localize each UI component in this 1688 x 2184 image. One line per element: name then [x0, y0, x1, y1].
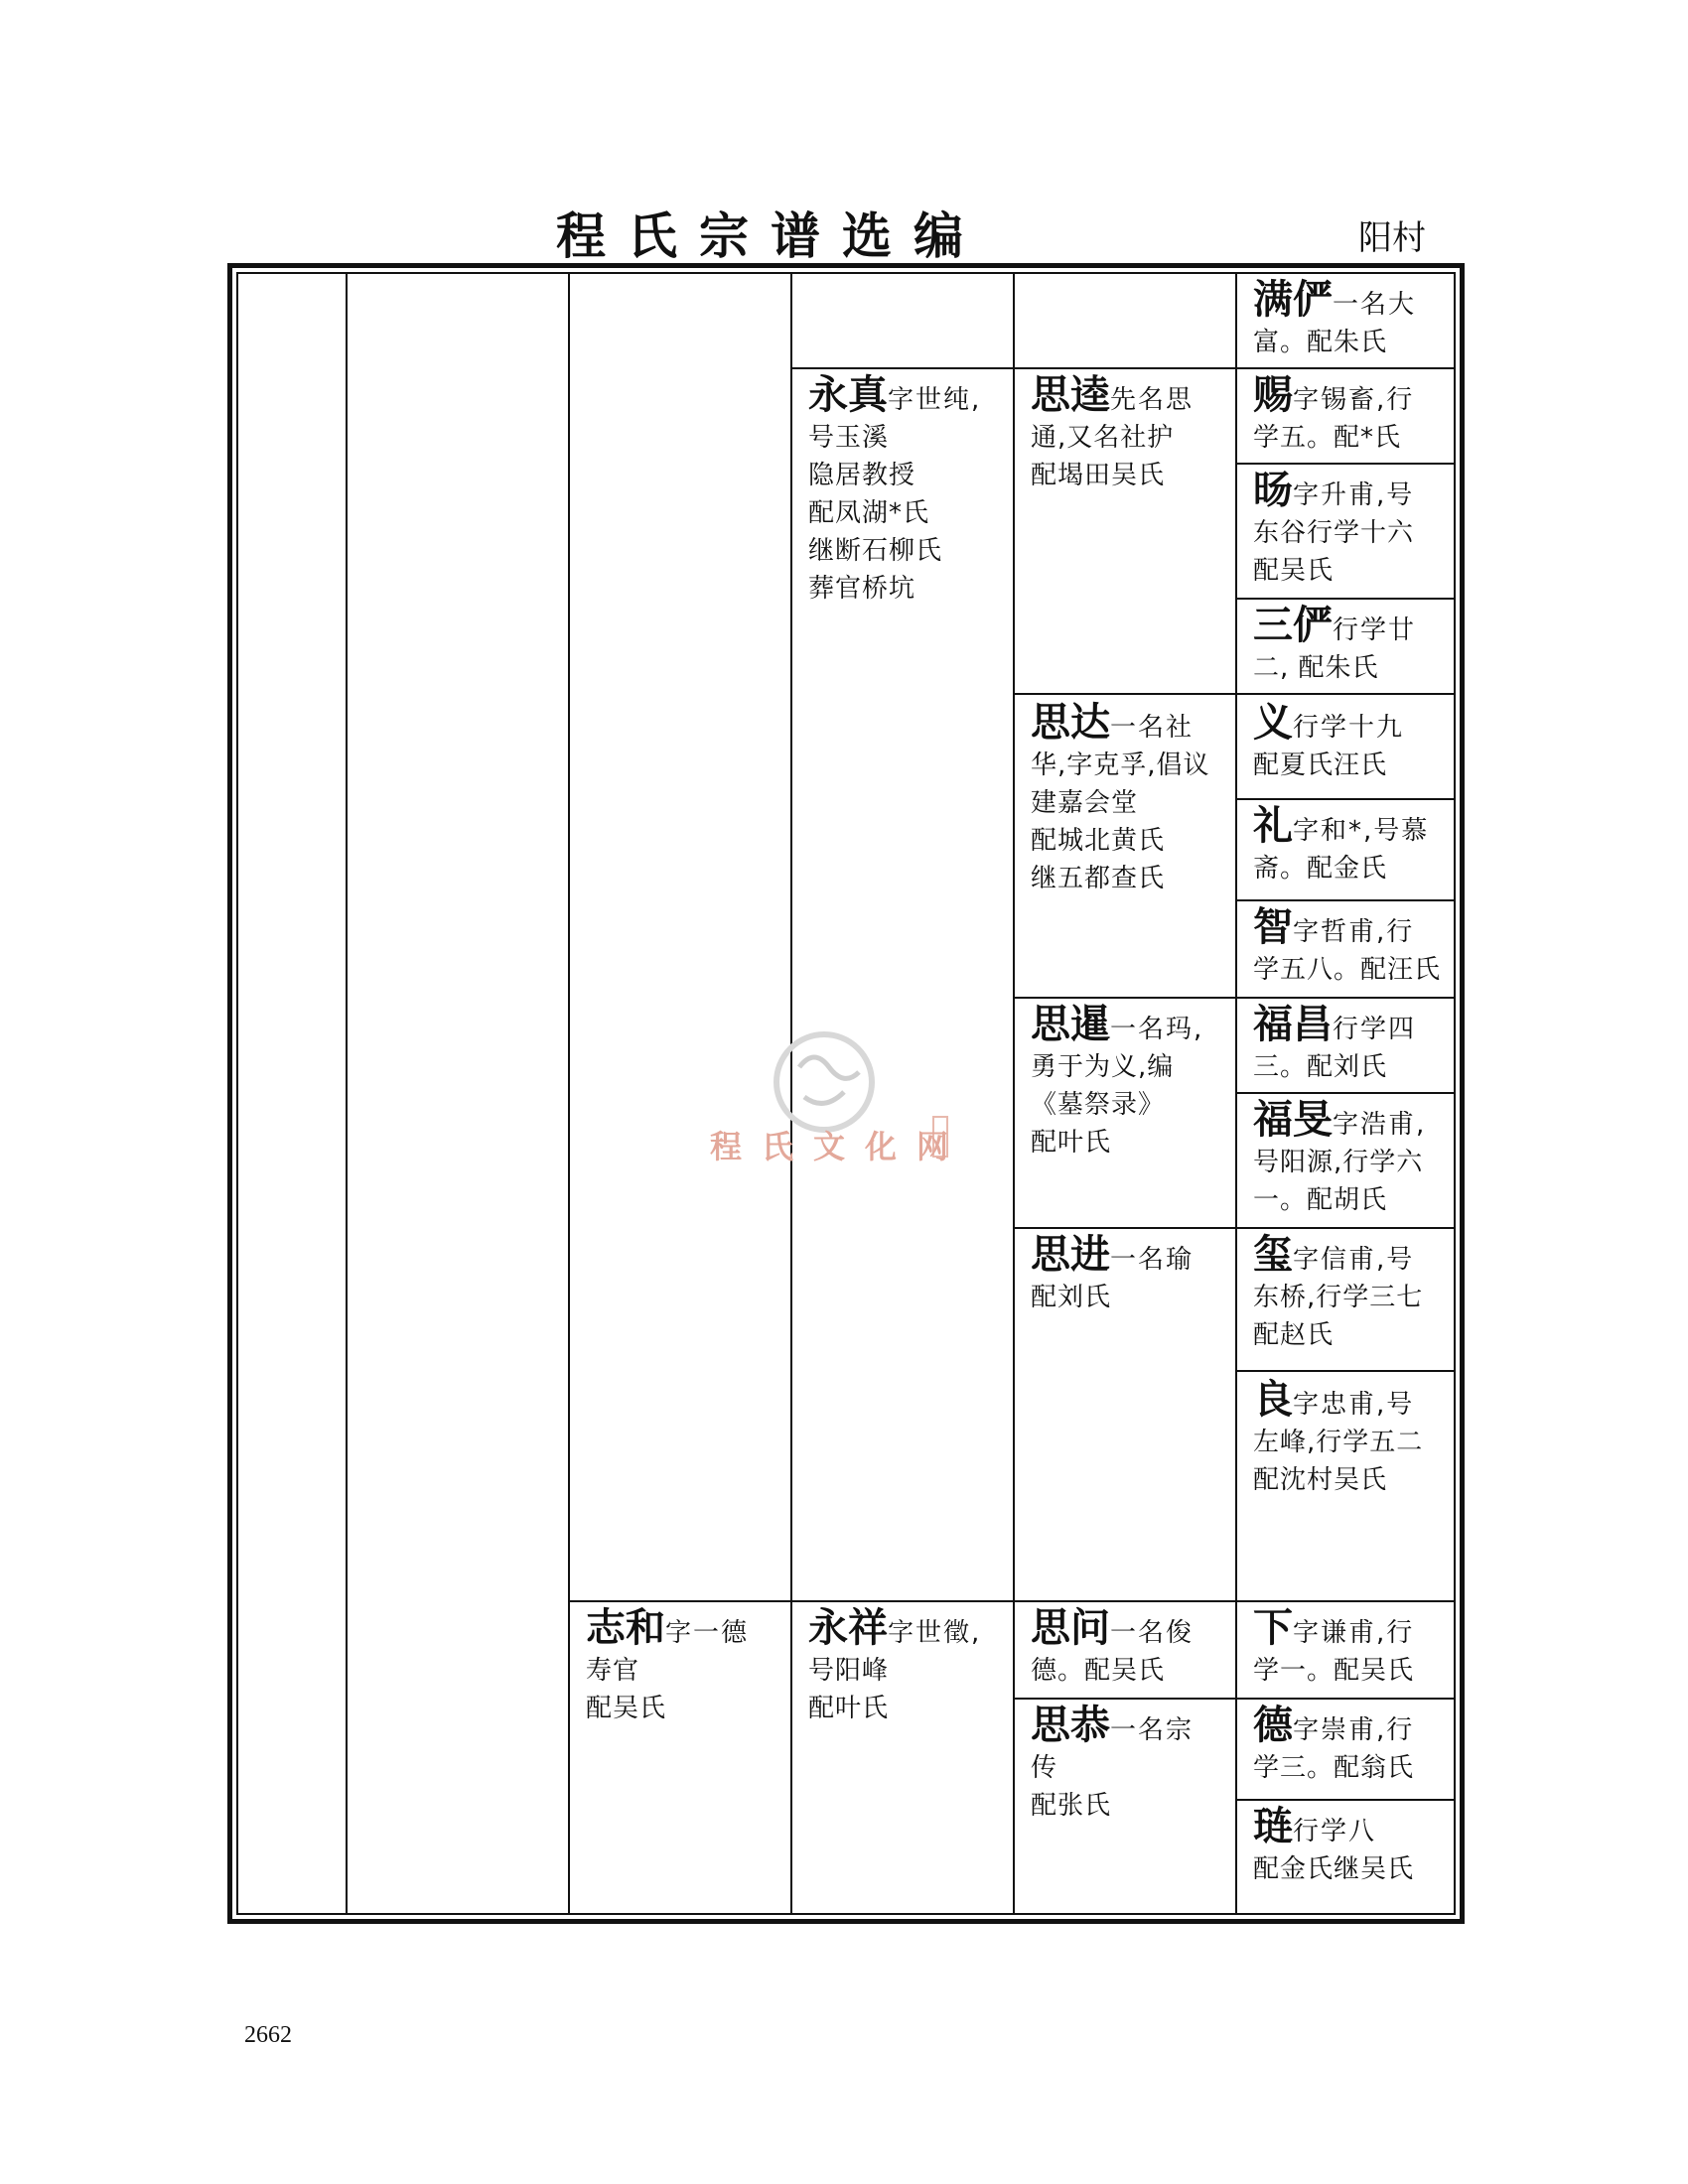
- person-note: 行学四: [1333, 1015, 1417, 1044]
- person-name: 思逵: [1031, 372, 1110, 418]
- row-divider: [1013, 693, 1235, 695]
- person-note: 建嘉会堂: [1031, 788, 1139, 818]
- entry-cell: [808, 1606, 1007, 1727]
- person-note: 先名思: [1110, 385, 1195, 415]
- row-divider: [1013, 1600, 1235, 1602]
- entry-cell: [1253, 1606, 1452, 1690]
- row-divider: [790, 367, 1013, 369]
- person-name: 志和: [586, 1605, 665, 1651]
- entry-cell: [1253, 1233, 1452, 1354]
- row-divider: [1235, 367, 1456, 369]
- person-name: 琏: [1253, 1804, 1293, 1849]
- entry-cell: [1253, 469, 1452, 590]
- person-note: 继五都查氏: [1031, 864, 1166, 893]
- person-note: 配夏氏汪氏: [1253, 751, 1388, 780]
- person-name: 思问: [1031, 1605, 1110, 1651]
- person-note: 配堨田吴氏: [1031, 461, 1166, 490]
- person-note: 号阳峰: [808, 1656, 890, 1686]
- person-name: 福昌: [1253, 1002, 1333, 1047]
- page-number: 2662: [244, 2022, 292, 2048]
- person-note: 二, 配朱氏: [1253, 653, 1379, 683]
- person-name: 思进: [1031, 1232, 1110, 1278]
- person-note: 学五。配*氏: [1253, 423, 1402, 453]
- column-divider: [568, 272, 570, 1915]
- person-note: 一名宗: [1110, 1715, 1195, 1745]
- person-note: 字升甫,号: [1293, 480, 1415, 510]
- row-divider: [1235, 899, 1456, 901]
- person-note: 号玉溪: [808, 423, 890, 453]
- entry-cell: [1031, 701, 1229, 897]
- person-note: 行学十九: [1293, 713, 1405, 743]
- person-note: 字锡畜,行: [1293, 385, 1415, 415]
- person-note: 配吴氏: [586, 1694, 667, 1723]
- entry-cell: [1253, 1003, 1452, 1086]
- person-name: 旸: [1253, 468, 1293, 513]
- entry-cell: [1253, 1098, 1452, 1219]
- person-note: 配张氏: [1031, 1791, 1112, 1821]
- row-divider: [1235, 463, 1456, 465]
- row-divider: [1235, 1698, 1456, 1700]
- person-note: 传: [1031, 1753, 1058, 1783]
- person-note: 字崇甫,行: [1293, 1715, 1415, 1745]
- person-note: 字哲甫,行: [1293, 917, 1415, 947]
- person-note: 配吴氏: [1253, 556, 1335, 586]
- row-divider: [568, 1600, 790, 1602]
- person-note: 字世徵,: [888, 1618, 982, 1648]
- row-divider: [1235, 1370, 1456, 1372]
- person-name: 三俨: [1253, 603, 1333, 648]
- entry-cell: [1253, 1704, 1452, 1787]
- person-note: 一名社: [1110, 713, 1195, 743]
- row-divider: [1235, 598, 1456, 600]
- person-note: 富。配朱氏: [1253, 328, 1388, 357]
- person-note: 学三。配翁氏: [1253, 1753, 1415, 1783]
- row-divider: [1013, 367, 1235, 369]
- person-note: 字世纯,: [888, 385, 982, 415]
- person-note: 配叶氏: [1031, 1128, 1112, 1158]
- person-note: 一名大: [1333, 290, 1417, 320]
- entry-cell: [1253, 905, 1452, 989]
- person-note: 斋。配金氏: [1253, 854, 1388, 884]
- person-note: 寿官: [586, 1656, 640, 1686]
- entry-cell: [1253, 373, 1452, 457]
- person-name: 思达: [1031, 700, 1110, 746]
- entry-cell: [1031, 373, 1229, 494]
- person-note: 配城北黄氏: [1031, 826, 1166, 856]
- person-note: 通,又名社护: [1031, 423, 1175, 453]
- entry-cell: [1253, 604, 1452, 687]
- row-divider: [1235, 693, 1456, 695]
- person-note: 德。配吴氏: [1031, 1656, 1166, 1686]
- person-note: 字忠甫,号: [1293, 1390, 1415, 1420]
- person-note: 三。配刘氏: [1253, 1052, 1388, 1082]
- person-name: 良: [1253, 1377, 1293, 1423]
- person-note: 字浩甫,: [1333, 1110, 1427, 1140]
- column-divider: [1013, 272, 1015, 1915]
- person-name: 永真: [808, 372, 888, 418]
- person-note: 行学廿: [1333, 615, 1417, 645]
- row-divider: [1013, 997, 1235, 999]
- person-note: 葬官桥坑: [808, 574, 916, 604]
- person-note: 配刘氏: [1031, 1283, 1112, 1312]
- person-name: 思暹: [1031, 1002, 1110, 1047]
- person-note: 配沈村吴氏: [1253, 1465, 1388, 1495]
- person-note: 继断石柳氏: [808, 536, 943, 566]
- person-name: 满俨: [1253, 277, 1333, 323]
- person-note: 配叶氏: [808, 1694, 890, 1723]
- person-name: 礼: [1253, 803, 1293, 849]
- person-note: 隐居教授: [808, 461, 916, 490]
- person-name: 思恭: [1031, 1703, 1110, 1748]
- row-divider: [1013, 1227, 1235, 1229]
- person-note: 东桥,行学三七: [1253, 1283, 1424, 1312]
- person-name: 德: [1253, 1703, 1293, 1748]
- person-note: 行学八: [1293, 1817, 1377, 1846]
- row-divider: [790, 1600, 1013, 1602]
- person-note: 字一德: [665, 1618, 750, 1648]
- person-name: 福旻: [1253, 1097, 1333, 1143]
- person-note: 学一。配吴氏: [1253, 1656, 1415, 1686]
- village-name: 阳村: [1358, 218, 1426, 258]
- entry-cell: [1031, 1704, 1229, 1825]
- person-note: 一名玛,: [1110, 1015, 1204, 1044]
- row-divider: [1235, 1092, 1456, 1094]
- person-name: 永祥: [808, 1605, 888, 1651]
- entry-cell: [586, 1606, 784, 1727]
- person-note: 号阳源,行学六: [1253, 1148, 1424, 1177]
- row-divider: [1235, 1600, 1456, 1602]
- entry-cell: [1253, 1378, 1452, 1499]
- entry-cell: [1031, 1003, 1229, 1161]
- person-note: 左峰,行学五二: [1253, 1428, 1424, 1457]
- person-name: 玺: [1253, 1232, 1293, 1278]
- person-note: 华,字克孚,倡议: [1031, 751, 1210, 780]
- entry-cell: [1253, 1805, 1452, 1888]
- person-note: 一名俊: [1110, 1618, 1195, 1648]
- person-note: 配赵氏: [1253, 1320, 1335, 1350]
- person-note: 一名瑜: [1110, 1245, 1195, 1275]
- person-name: 义: [1253, 700, 1293, 746]
- person-note: 学五八。配汪氏: [1253, 955, 1442, 985]
- person-note: 《墓祭录》: [1031, 1090, 1166, 1120]
- person-name: 下: [1253, 1605, 1293, 1651]
- watermark-text: 程氏文化网: [710, 1128, 969, 1165]
- person-note: 东谷行学十六: [1253, 518, 1415, 548]
- person-note: 一。配胡氏: [1253, 1185, 1388, 1215]
- column-divider: [346, 272, 348, 1915]
- person-note: 配凤湖*氏: [808, 498, 930, 528]
- row-divider: [1235, 798, 1456, 800]
- entry-cell: [1253, 278, 1452, 361]
- row-divider: [1235, 1799, 1456, 1801]
- person-note: 配金氏继吴氏: [1253, 1854, 1415, 1884]
- person-note: 勇于为义,编: [1031, 1052, 1175, 1082]
- row-divider: [1013, 1698, 1235, 1700]
- person-name: 赐: [1253, 372, 1293, 418]
- person-note: 字和*,号慕: [1293, 816, 1430, 846]
- person-name: 智: [1253, 904, 1293, 950]
- person-note: 字谦甫,行: [1293, 1618, 1415, 1648]
- entry-cell: [1031, 1606, 1229, 1690]
- entry-cell: [808, 373, 1007, 608]
- person-note: 字信甫,号: [1293, 1245, 1415, 1275]
- row-divider: [1235, 1227, 1456, 1229]
- entry-cell: [1253, 701, 1452, 784]
- entry-cell: [1031, 1233, 1229, 1316]
- row-divider: [1235, 997, 1456, 999]
- entry-cell: [1253, 804, 1452, 887]
- page-title: 程氏宗谱选编: [556, 207, 985, 265]
